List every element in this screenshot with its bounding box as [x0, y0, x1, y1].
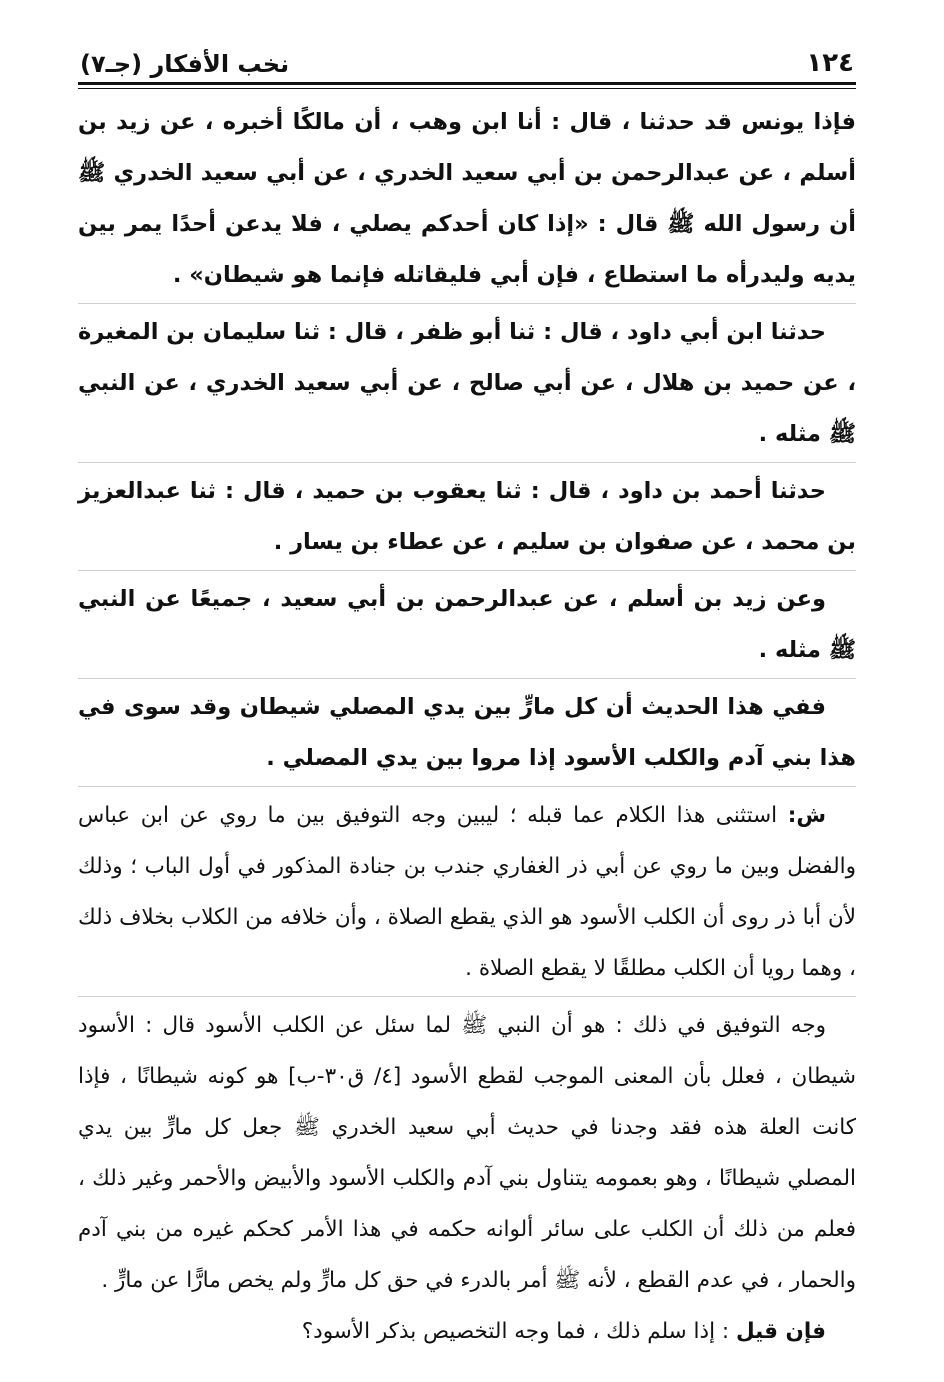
paragraph-text: استثنى هذا الكلام عما قبله ؛ ليبين وجه التوفيق بين ما روي عن ابن عباس والفضل وبين ما روي عن أبي ذر الغفاري جندب بن جنادة المذكور في أول الباب ؛ وذلك لأن أبا ذر روى أن الكلب الأسود هو الذي يقطع الصلاة ، وأن خلافه من الكلاب بخلاف ذلك ، وهما رويا أن الكلب مطلقًا لا يقطع الصلاة . — [78, 803, 856, 981]
paragraph-text: وجه التوفيق في ذلك : هو أن النبي ﷺ لما سئل عن الكلب الأسود قال : الأسود شيطان ، فعلل بأن المعنى الموجب لقطع الأسود [٤/ ق٣٠-ب] هو كونه شيطانًا ، فإذا كانت العلة هذه فقد وجدنا في حديث أبي سعيد الخدري ﷺ جعل كل مارٍّ بين يدي المصلي شيطانًا ، وهو بعمومه يتناول بني آدم والكلب الأسود والأبيض والأحمر وغير ذلك ، فعلم من ذلك أن الكلب على سائر ألوانه حكمه في هذا الأمر كحكم غيره من بني آدم والحمار ، في عدم القطع ، لأنه ﷺ أمر بالدرء في حق كل مارٍّ ولم يخص مارًّا عن مارٍّ . — [78, 1013, 856, 1293]
commentary-paragraph-8 — [78, 1306, 856, 1357]
page-header — [78, 38, 856, 78]
paragraph-divider — [78, 996, 856, 997]
paragraph-divider — [78, 570, 856, 571]
commentary-marker: ش: — [787, 803, 826, 828]
paragraph-text: ففي هذا الحديث أن كل مارٍّ بين يدي المصلي شيطان وقد سوى في هذا بني آدم والكلب الأسود إذا مروا بين يدي المصلي . — [78, 694, 856, 771]
chain-paragraph-3 — [78, 466, 856, 568]
commentary-paragraph-7 — [78, 1000, 856, 1306]
hadith-paragraph-1 — [78, 97, 856, 301]
page-number: ١٢٤ — [806, 48, 854, 78]
objection-marker: فإن قيل — [735, 1319, 826, 1344]
paragraph-text: فإذا يونس قد حدثنا ، قال : أنا ابن وهب ، أن مالكًا أخبره ، عن زيد بن أسلم ، عن عبدالرحمن بن أبي سعيد الخدري ، عن أبي سعيد الخدري ﷺ أن رسول الله ﷺ قال : «إذا كان أحدكم يصلي ، فلا يدعن أحدًا يمر بين يديه وليدرأه ما استطاع ، فإن أبي فليقاتله فإنما هو شيطان» . — [78, 109, 856, 288]
header-rule-thick — [78, 82, 856, 85]
paragraph-divider — [78, 462, 856, 463]
paragraph-divider — [78, 786, 856, 787]
paragraph-text: حدثنا ابن أبي داود ، قال : ثنا أبو ظفر ، قال : ثنا سليمان بن المغيرة ، عن حميد بن هلال ، عن أبي صالح ، عن أبي سعيد الخدري ، عن النبي ﷺ مثله . — [78, 319, 856, 447]
book-title: نخب الأفكار (جـ٧) — [80, 50, 290, 78]
page-body — [78, 97, 856, 1357]
paragraph-divider — [78, 678, 856, 679]
header-rule-thin — [78, 88, 856, 89]
paragraph-text: : إذا سلم ذلك ، فما وجه التخصيص بذكر الأسود؟ — [301, 1319, 736, 1344]
chain-paragraph-4 — [78, 574, 856, 676]
paragraph-text: حدثنا أحمد بن داود ، قال : ثنا يعقوب بن حميد ، قال : ثنا عبدالعزيز بن محمد ، عن صفوان بن سليم ، عن عطاء بن يسار . — [78, 478, 856, 555]
paragraph-divider — [78, 303, 856, 304]
chain-paragraph-2 — [78, 307, 856, 460]
commentary-paragraph-6 — [78, 790, 856, 994]
book-page — [78, 38, 856, 1357]
paragraph-text: وعن زيد بن أسلم ، عن عبدالرحمن بن أبي سعيد ، جميعًا عن النبي ﷺ مثله . — [78, 586, 856, 663]
conclusion-paragraph-5 — [78, 682, 856, 784]
